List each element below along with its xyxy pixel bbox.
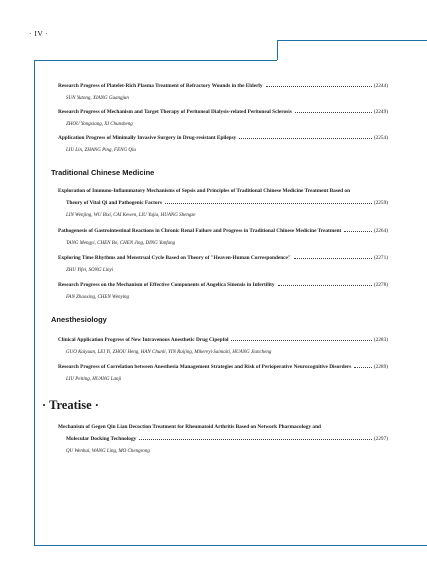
entry-authors: QU Wenhui, WANG Ling, MO Chengrong <box>66 449 150 454</box>
entry-authors: ZHOU Yongxiang, XI Chunsheng <box>66 122 133 127</box>
entry-authors: FAN Zhaoxing, CHEN Wenying <box>66 295 130 300</box>
entry-title: Research Progress of Mechanism and Target Therapy of Peritoneal Dialysis-related Peritoneal Sclerosis <box>58 109 292 115</box>
leader-dots <box>294 258 372 259</box>
leader-dots <box>231 340 371 341</box>
entry-title: Research Progress of Platelet-Rich Plasma Treatment of Refractory Wounds in the Elderly <box>58 83 263 89</box>
leader-dots <box>165 203 372 204</box>
entry-title-line1: Mechanism of Gegen Qin Lian Decoction Treatment for Rheumatoid Arthritis Based on Network Pharmacology and <box>58 424 321 430</box>
entry-title-line1: Exploration of Immuno-Inflammatory Mechanisms of Sepsis and Principles of Traditional Chinese Medicine Treatment Based on <box>58 188 351 194</box>
entry-authors: LIN Wenjing, WU Bixi, CAI Kewen, LIU Yujia, HUANG Shengze <box>66 213 196 218</box>
toc-entry[interactable] <box>58 227 388 246</box>
entry-authors: TANG Mengyi, CHEN Bo, CHEN Jing, DING Yanfang <box>66 241 176 246</box>
section-heading-treatise: · Treatise · <box>42 398 99 412</box>
entry-title-line2: Theory of Vital Qi and Pathogenic Factors <box>66 200 162 206</box>
entry-page: (2278) <box>373 282 388 288</box>
page-number-marker: · IV · <box>29 29 49 38</box>
leader-dots <box>295 112 372 113</box>
entry-page: (2254) <box>373 135 388 141</box>
entry-authors: SUN Yutong, XIANG Guangjun <box>66 96 129 101</box>
entry-page: (2297) <box>373 436 388 442</box>
entry-title: Research Progress of Correlation between Anesthesia Management Strategies and Risk of Perioperative Neurocognitive Disorders <box>58 364 352 370</box>
leader-dots <box>278 285 372 286</box>
leader-dots <box>266 86 372 87</box>
toc-entry[interactable] <box>58 363 388 382</box>
entry-page: (2283) <box>373 337 388 343</box>
entry-page: (2289) <box>373 364 388 370</box>
entry-title: Exploring Time Rhythms and Menstrual Cycle Based on Theory of "Heaven-Human Correspondence" <box>58 255 291 261</box>
toc-entry[interactable] <box>58 423 388 454</box>
entry-authors: GUO Kaiyuan, LEI Yi, ZHOU Heng, HAN Chunli, YIN Ruijing, Mikereyi·Saimaiti, HUANG Jiancheng <box>66 350 272 355</box>
toc-entry[interactable] <box>58 254 388 273</box>
entry-page: (2264) <box>373 228 388 234</box>
frame-step-rule <box>277 40 427 60</box>
toc-entry[interactable] <box>58 134 388 153</box>
leader-dots <box>139 439 372 440</box>
toc-entry[interactable] <box>58 281 388 300</box>
frame-top-rule <box>34 60 277 61</box>
toc-entry[interactable] <box>58 336 388 355</box>
entry-title-line2: Molecular Docking Technology <box>66 436 137 442</box>
entry-title: Research Progress on the Mechanism of Effective Components of Angelica Sinensis in Infertility <box>58 282 275 288</box>
entry-title: Pathogenesis of Gastrointestinal Reactions in Chronic Renal Failure and Progress in Traditional Chinese Medicine Treatment <box>58 228 342 234</box>
section-heading-anesthesiology: Anesthesiology <box>51 315 107 324</box>
toc-entry[interactable] <box>58 187 388 218</box>
leader-dots <box>239 138 372 139</box>
entry-page: (2271) <box>373 255 388 261</box>
entry-authors: LIU Peiting, HUANG Lanji <box>66 377 122 382</box>
entry-title: Application Progress of Minimally Invasive Surgery in Drug-resistant Epilepsy <box>58 135 237 141</box>
entry-authors: LIU Lin, ZHANG Ping, FENG Qiu <box>66 148 136 153</box>
entry-page: (2244) <box>373 83 388 89</box>
entry-authors: ZHU Yifei, SONG Linyi <box>66 268 114 273</box>
leader-dots <box>354 367 372 368</box>
toc-entry[interactable] <box>58 82 388 101</box>
entry-page: (2249) <box>373 109 388 115</box>
entry-title: Clinical Application Progress of New Intravenous Anesthetic Drug Cipepfol <box>58 337 229 343</box>
leader-dots <box>344 231 372 232</box>
frame-left-rule <box>34 60 35 545</box>
entry-page: (2259) <box>373 200 388 206</box>
toc-entry[interactable] <box>58 108 388 127</box>
section-heading-tcm: Traditional Chinese Medicine <box>51 168 155 177</box>
frame-bottom-rule <box>34 545 427 546</box>
